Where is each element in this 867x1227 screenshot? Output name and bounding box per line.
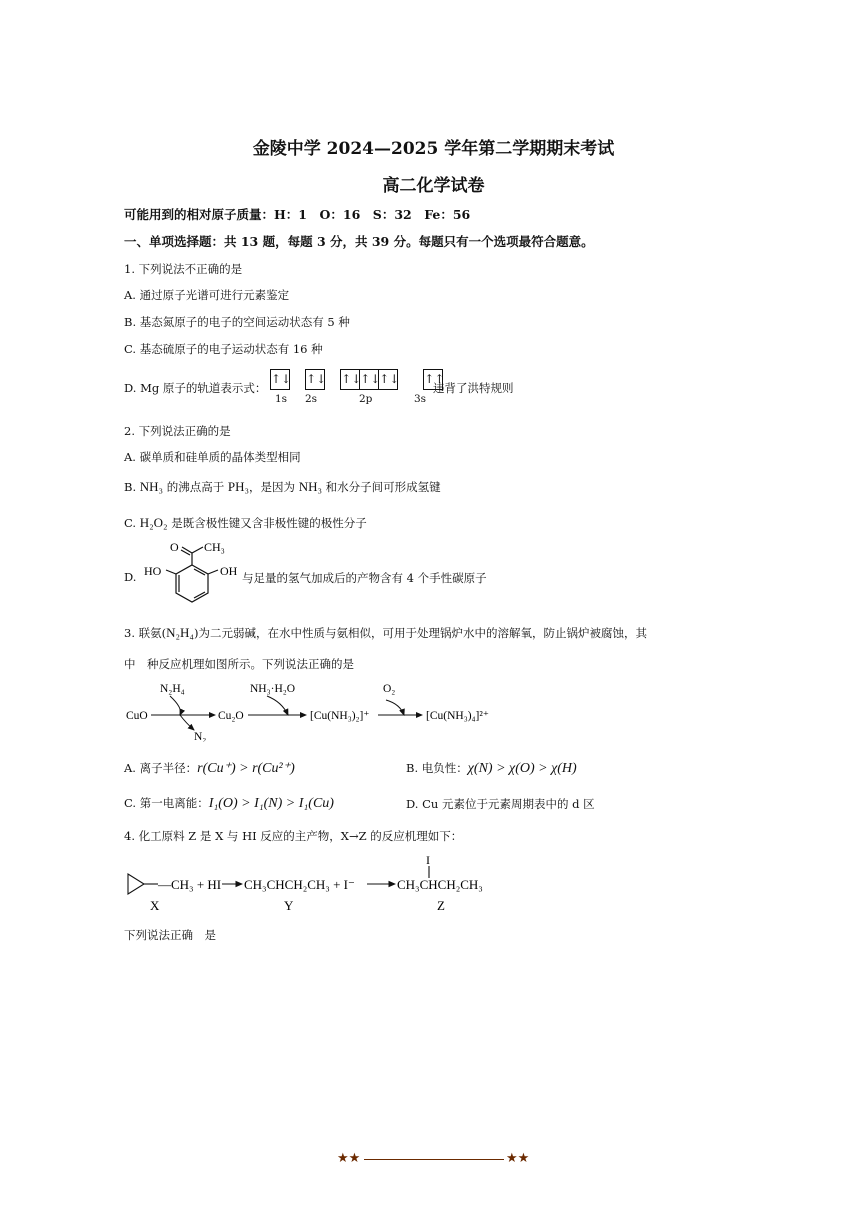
reaction-scheme	[120, 678, 520, 742]
q2-c-label: C.	[124, 516, 140, 530]
q3-c-label: C. 第一电离能：	[124, 796, 209, 810]
q1-option-c: C. 基态硫原子的电子运动状态有 16 种	[124, 342, 323, 356]
q2-option-d-suffix: 与足量的氢气加成后的产物含有 4 个手性碳原子	[242, 571, 487, 585]
acetophenone-structure	[140, 535, 245, 610]
q3-stem-line2: 中 种反应机理如图所示。下列说法正确的是	[124, 657, 354, 671]
struct-oh: OH	[220, 564, 238, 578]
orbital-label: 2p	[359, 393, 373, 405]
species-cu2o: Cu₂O	[218, 710, 244, 722]
q1-option-d-prefix: D. Mg 原子的轨道表示式：	[124, 381, 267, 395]
q1-option-a: A. 通过原子光谱可进行元素鉴定	[124, 288, 290, 302]
eq-z-iodine: I	[426, 853, 430, 867]
q1-stem: 1. 下列说法不正确的是	[124, 262, 243, 276]
orbital-box: ↑↓	[305, 369, 325, 390]
orbital-box: ↑↓	[270, 369, 290, 390]
q4-stem: 4. 化工原料 Z 是 X 与 HI 反应的主产物，X→Z 的反应机理如下：	[124, 829, 463, 843]
reagent-o2: O₂	[383, 683, 396, 695]
eq-x: —CH₃ + HI	[158, 877, 222, 892]
section-heading: 一、单项选择题：共 13 题，每题 3 分，共 39 分。每题只有一个选项最符合题意。	[124, 234, 594, 249]
struct-o: O	[170, 540, 179, 554]
label-y: Y	[284, 898, 294, 913]
reagent-n2h4: N₂H₄	[160, 683, 185, 695]
q3-stem-line1	[124, 625, 647, 641]
q3-text: )为二元弱碱，在水中性质与氨相似，可用于处理锅炉水中的溶解氧，防止锅炉被腐蚀，其	[193, 626, 647, 640]
q3-b-label: B. 电负性：	[406, 761, 468, 775]
formula-ph3: PH₃	[227, 479, 250, 494]
orbital-box: ↑↓	[379, 369, 398, 390]
formula-n2h4: N₂H₄	[166, 625, 194, 640]
q4-after: 下列说法正确 是	[124, 928, 216, 942]
q3-a-label: A. 离子半径：	[124, 761, 198, 775]
species-cu-nh3-4: [Cu(NH₃)₄]²⁺	[426, 710, 489, 722]
q3-option-b	[406, 760, 577, 777]
orbital-diagram	[270, 369, 453, 390]
q2-c-text: 是既含极性键又含非极性键的极性分子	[167, 516, 367, 530]
q1-option-b: B. 基态氮原子的电子的空间运动状态有 5 种	[124, 315, 350, 329]
product-n2: N₂	[194, 731, 207, 742]
orbital-label: 1s	[275, 393, 288, 405]
q3-c-expr: I₁(O) > I₁(N) > I₁(Cu)	[208, 796, 334, 811]
q2-stem: 2. 下列说法正确的是	[124, 424, 231, 438]
q1-option-d-suffix: 违背了洪特规则	[433, 381, 514, 395]
q2-b-label: B.	[124, 480, 140, 494]
orbital-label: 2s	[305, 393, 318, 405]
species-cuo: CuO	[126, 710, 148, 722]
q2-b-text: ，是因为	[249, 480, 299, 494]
struct-ch3: CH₃	[204, 540, 225, 554]
atomic-mass-line: 可能用到的相对原子质量：H：1 O：16 S：32 Fe：56	[124, 207, 471, 222]
formula-h2o2: H₂O₂	[139, 515, 168, 530]
cyclopropane-ring	[128, 874, 144, 894]
q2-option-d-prefix: D.	[124, 570, 137, 584]
q3-option-d: D. Cu 元素位于元素周期表中的 d 区	[406, 797, 595, 811]
orbital-box: ↑↑	[423, 369, 443, 390]
q2-b-text: 的沸点高于	[163, 480, 228, 494]
exam-subtitle: 高二化学试卷	[382, 176, 485, 196]
label-x: X	[150, 898, 160, 913]
footer-stars-left: ★★	[337, 1151, 361, 1166]
q2-option-b	[124, 479, 441, 495]
q3-option-a	[124, 760, 295, 777]
exam-title: 金陵中学 2024—2025 学年第二学期期末考试	[252, 139, 615, 159]
eq-y: CH₃CHCH₂CH₃ + I⁻	[244, 877, 355, 892]
q2-option-c	[124, 515, 367, 531]
footer-stars-right: ★★	[506, 1151, 530, 1166]
orbital-label: 3s	[414, 393, 427, 405]
q3-text: 3. 联氨(	[124, 626, 167, 640]
orbital-box: ↑↓	[360, 369, 379, 390]
footer-rule	[364, 1159, 504, 1160]
q3-b-expr: χ(N) > χ(O) > χ(H)	[467, 761, 577, 776]
q2-b-text: 和水分子间可形成氢键	[322, 480, 441, 494]
reagent-nh3h2o: NH₃·H₂O	[250, 683, 296, 695]
struct-ho: HO	[144, 564, 162, 578]
q2-option-a: A. 碳单质和硅单质的晶体类型相同	[124, 450, 301, 464]
benzene-ring	[176, 565, 208, 602]
species-cu-nh3-2: [Cu(NH₃)₂]⁺	[310, 710, 370, 722]
q3-option-c	[124, 795, 334, 812]
q4-reaction	[124, 852, 524, 914]
formula-nh3: NH₃	[139, 479, 164, 494]
eq-z: CH₃CHCH₂CH₃	[397, 877, 483, 892]
q3-a-expr: r(Cu⁺) > r(Cu²⁺)	[197, 761, 295, 776]
orbital-box: ↑↓	[340, 369, 360, 390]
label-z: Z	[437, 898, 445, 913]
formula-nh3: NH₃	[298, 479, 323, 494]
